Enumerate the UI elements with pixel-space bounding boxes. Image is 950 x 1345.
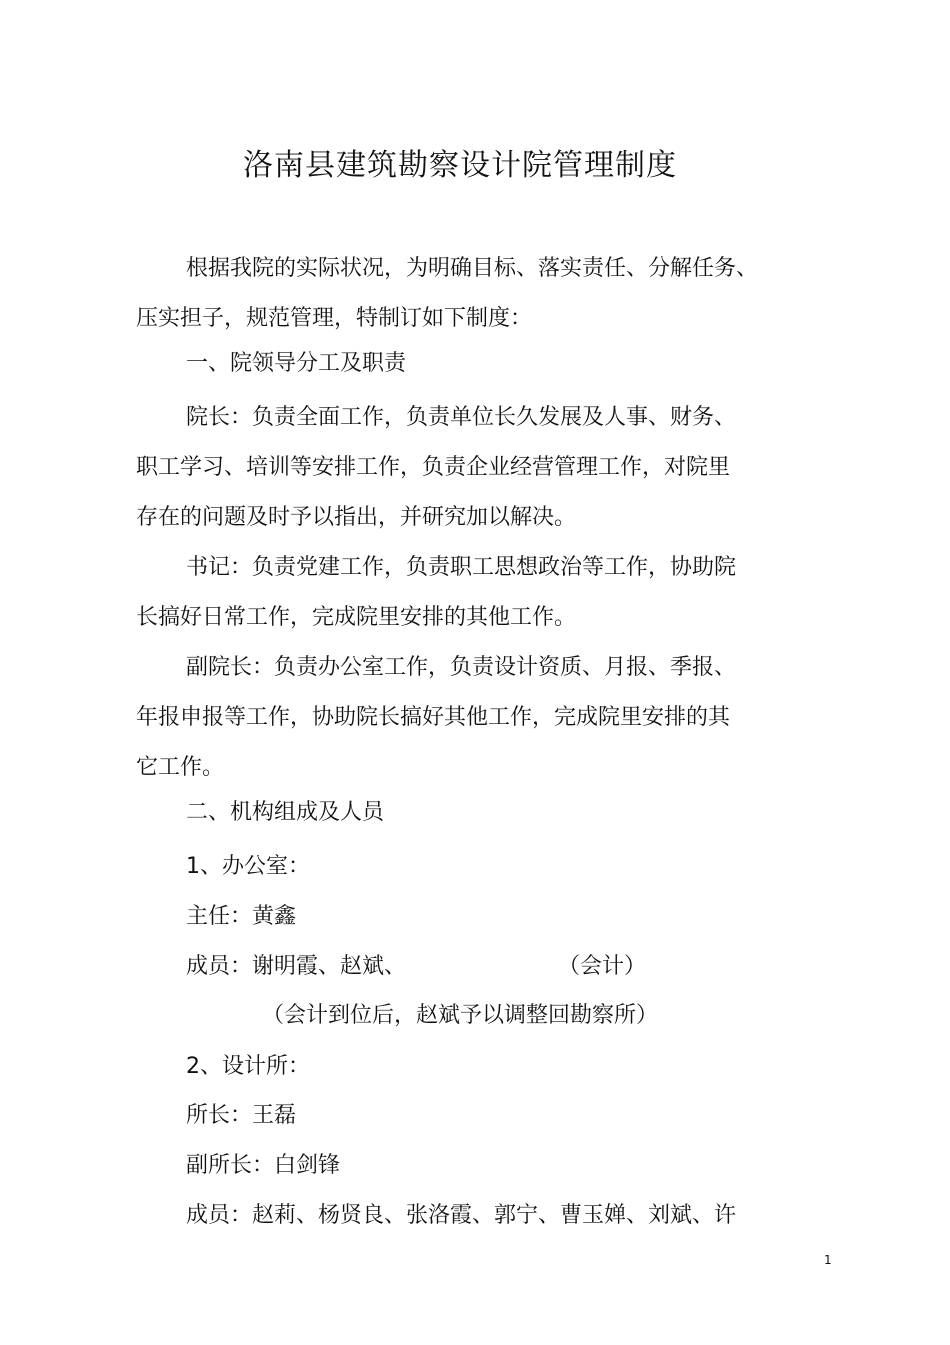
section2-heading: 二、机构组成及人员 (186, 800, 385, 825)
intro-line-2: 压实担子，规范管理，特制订如下制度： (136, 306, 533, 331)
page-number: 1 (824, 1253, 832, 1267)
office-director: 主任：黄鑫 (186, 904, 297, 929)
secretary-line-2: 长搞好日常工作，完成院里安排的其他工作。 (136, 605, 577, 630)
vice-dean-line-1: 副院长：负责办公室工作，负责设计资质、月报、季报、 (186, 655, 737, 680)
vice-dean-line-2: 年报申报等工作，协助院长搞好其他工作，完成院里安排的其 (136, 705, 731, 730)
design-head: 所长：王磊 (186, 1103, 297, 1128)
dean-line-2: 职工学习、培训等安排工作，负责企业经营管理工作，对院里 (136, 455, 731, 480)
dean-line-1: 院长：负责全面工作，负责单位长久发展及人事、财务、 (186, 405, 737, 430)
dean-line-3: 存在的问题及时予以指出，并研究加以解决。 (136, 505, 577, 530)
office-members: 成员：谢明霞、赵斌、 (186, 954, 407, 979)
office-heading: 1、办公室： (186, 854, 310, 879)
design-heading: 2、设计所： (186, 1054, 310, 1079)
design-members: 成员：赵莉、杨贤良、张洛霞、郭宁、曹玉婵、刘斌、许 (186, 1203, 737, 1228)
intro-line-1: 根据我院的实际状况，为明确目标、落实责任、分解任务、 (186, 256, 759, 281)
design-deputy: 副所长：白剑锋 (186, 1153, 341, 1178)
vice-dean-line-3: 它工作。 (136, 755, 225, 780)
secretary-line-1: 书记：负责党建工作，负责职工思想政治等工作，协助院 (186, 555, 737, 580)
section1-heading: 一、院领导分工及职责 (186, 351, 407, 376)
page-title: 洛南县建筑勘察设计院管理制度 (243, 148, 677, 183)
accountant-label: （会计） (558, 954, 647, 979)
office-note: （会计到位后，赵斌予以调整回勘察所） (262, 1003, 659, 1028)
